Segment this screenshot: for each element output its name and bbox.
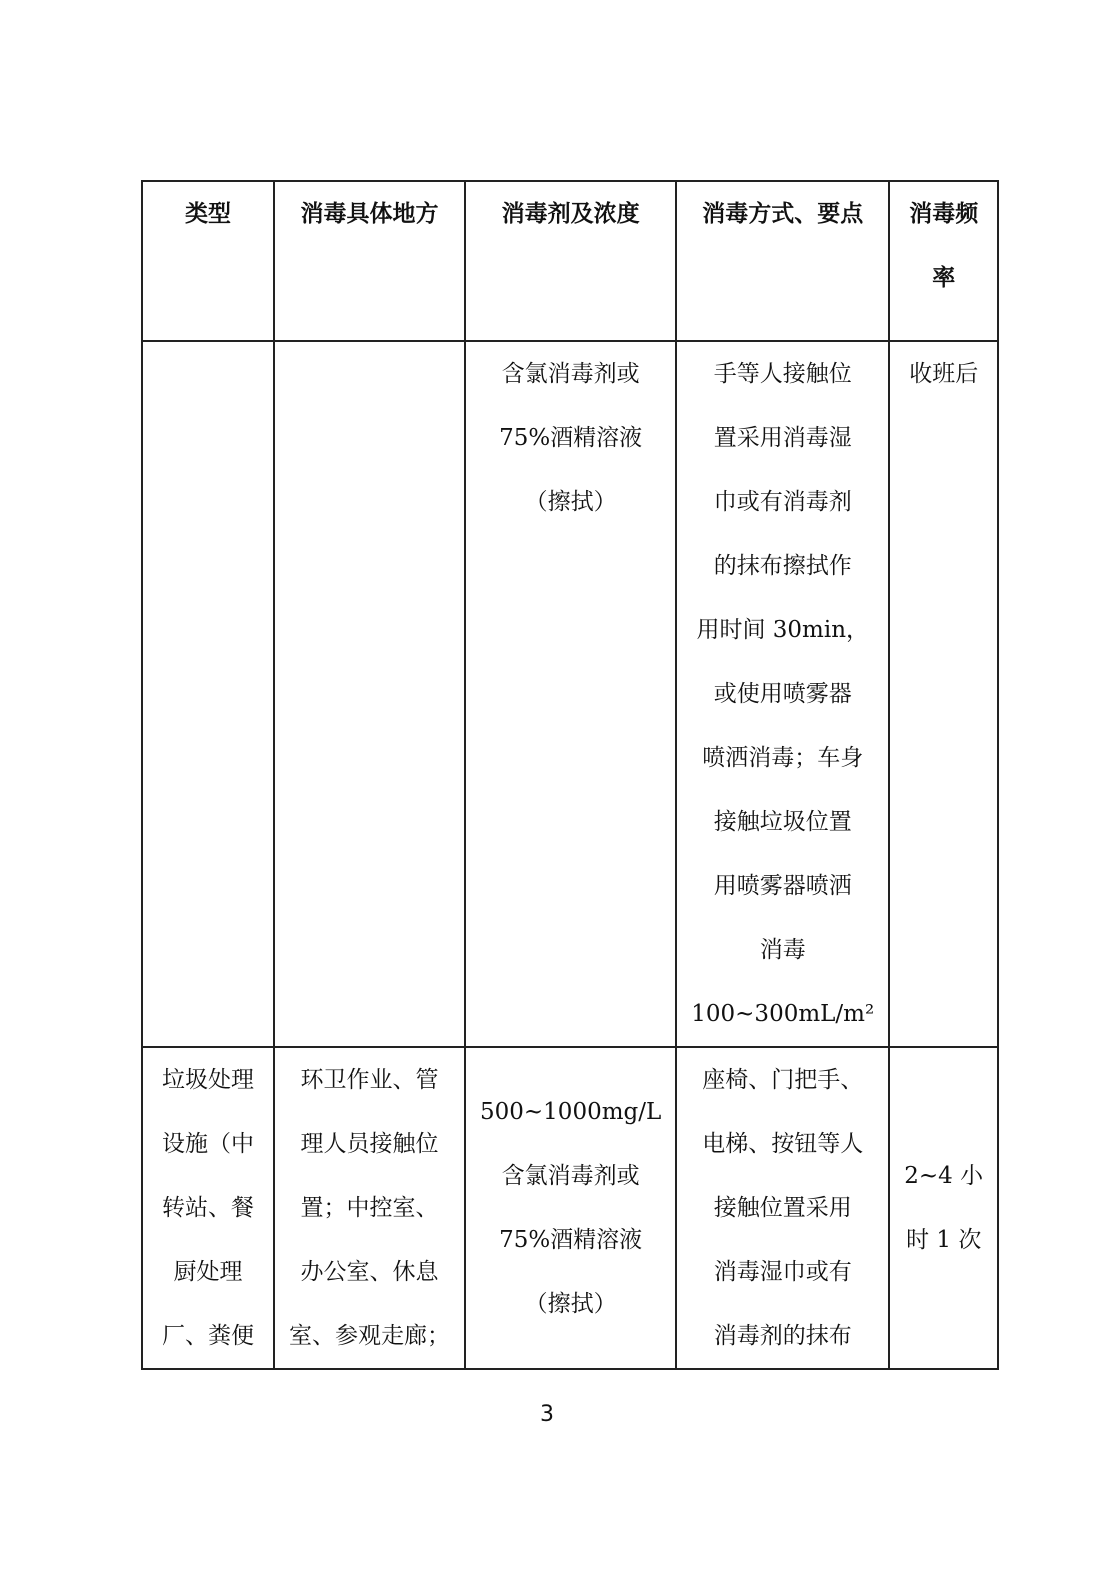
page-number: 3 bbox=[540, 1402, 554, 1427]
cell-text-line: 巾或有消毒剂 bbox=[713, 489, 852, 515]
row2-place-cell bbox=[274, 1047, 465, 1369]
row1-method-cell bbox=[676, 341, 889, 1047]
table-header-row bbox=[142, 181, 998, 341]
row1-place-cell bbox=[274, 341, 465, 1047]
header-frequency-line1: 消毒频 bbox=[909, 201, 979, 227]
table-row bbox=[142, 341, 998, 1047]
header-type: 类型 bbox=[142, 181, 274, 341]
header-frequency bbox=[889, 181, 998, 341]
header-frequency-line2: 率 bbox=[932, 265, 956, 291]
cell-text-line: 手等人接触位 bbox=[713, 361, 852, 387]
cell-text-line: 室、参观走廊； bbox=[289, 1323, 450, 1349]
cell-text-line: 厂、粪便 bbox=[162, 1323, 254, 1349]
disinfection-table bbox=[141, 180, 999, 1370]
cell-text-line: 含氯消毒剂或 bbox=[501, 1163, 640, 1189]
row2-agent-cell bbox=[465, 1047, 676, 1369]
cell-text-line: 500~1000mg/L bbox=[480, 1099, 662, 1125]
cell-text-line: 转站、餐 bbox=[162, 1195, 254, 1221]
cell-text-line: 收班后 bbox=[909, 361, 979, 387]
cell-text-line: 或使用喷雾器 bbox=[713, 681, 852, 707]
cell-text-line: 置；中控室、 bbox=[300, 1195, 439, 1221]
cell-text-line: 75%酒精溶液 bbox=[499, 425, 643, 451]
cell-text-line: 用时间 30min， bbox=[696, 617, 870, 643]
cell-text-line: 座椅、门把手、 bbox=[702, 1067, 864, 1093]
row1-agent-cell bbox=[465, 341, 676, 1047]
cell-text-line: 接触位置采用 bbox=[713, 1195, 852, 1221]
cell-text-line: 厨处理 bbox=[173, 1259, 243, 1285]
cell-text-line: 用喷雾器喷洒 bbox=[713, 873, 852, 899]
cell-text-line: 含氯消毒剂或 bbox=[501, 361, 640, 387]
cell-text-line: 消毒剂的抹布 bbox=[713, 1323, 852, 1349]
cell-text-line: 消毒湿巾或有 bbox=[713, 1259, 852, 1285]
row1-frequency-cell bbox=[889, 341, 998, 1047]
row2-frequency-cell bbox=[889, 1047, 998, 1369]
cell-text-line: （擦拭） bbox=[524, 489, 617, 515]
cell-text-line: 电梯、按钮等人 bbox=[702, 1131, 864, 1157]
cell-text-line: 时 1 次 bbox=[906, 1227, 982, 1253]
header-place: 消毒具体地方 bbox=[274, 181, 465, 341]
header-method: 消毒方式、要点 bbox=[676, 181, 889, 341]
cell-text-line: （擦拭） bbox=[524, 1291, 617, 1317]
cell-text-line: 接触垃圾位置 bbox=[713, 809, 852, 835]
cell-text-line: 环卫作业、管 bbox=[300, 1067, 439, 1093]
cell-text-line: 2~4 小 bbox=[904, 1163, 984, 1189]
cell-text-line: 理人员接触位 bbox=[300, 1131, 439, 1157]
cell-text-line: 消毒 bbox=[759, 937, 806, 963]
cell-text-line: 的抹布擦拭作 bbox=[713, 553, 852, 579]
row2-type-cell bbox=[142, 1047, 274, 1369]
cell-text-line: 办公室、休息 bbox=[300, 1259, 439, 1285]
cell-text-line: 75%酒精溶液 bbox=[499, 1227, 643, 1253]
row1-type-cell bbox=[142, 341, 274, 1047]
table-row bbox=[142, 1047, 998, 1369]
cell-text-line: 设施（中 bbox=[162, 1131, 254, 1157]
cell-text-line: 垃圾处理 bbox=[162, 1067, 254, 1093]
header-agent: 消毒剂及浓度 bbox=[465, 181, 676, 341]
cell-text-line: 100~300mL/m² bbox=[691, 1001, 875, 1027]
cell-text-line: 置采用消毒湿 bbox=[713, 425, 852, 451]
row2-method-cell bbox=[676, 1047, 889, 1369]
cell-text-line: 喷洒消毒；车身 bbox=[702, 745, 864, 771]
